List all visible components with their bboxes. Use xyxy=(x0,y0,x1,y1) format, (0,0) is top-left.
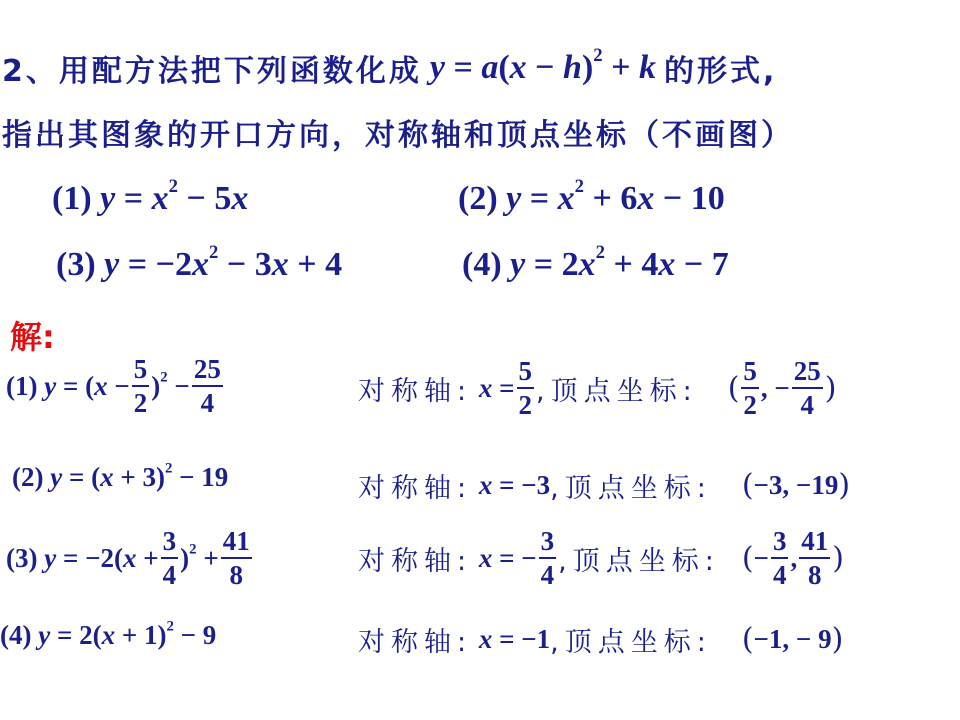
solution-4-formula: (4) $y = 2(x + 1)^2 - 9$ xyxy=(0,618,217,650)
solution-3-axis-vertex: 对称轴: x = − $\frac{3}{4}$ ,顶点坐标: ( − $\frac{3}{4}$ , $\frac{41}{8}$ ) xyxy=(358,526,844,590)
solution-1-axis-vertex: 对称轴: x = $\frac{5}{2}$ ,顶点坐标: ( $\frac{5}{2}$ , − $\frac{25}{4}$ ) xyxy=(358,356,837,420)
solution-label: 解: xyxy=(10,318,55,356)
problem-instructions: 指出其图象的开口方向，对称轴和顶点坐标（不画图） xyxy=(2,118,794,153)
exercise-4: (4) $y = 2x^2 + 4x - 7$ xyxy=(462,242,729,283)
problem-line-2 xyxy=(2,110,794,154)
solution-3-formula: (3) y = −2(x + $\frac{3}{4}$ )$^2$ + $\frac{41}{8}$ xyxy=(6,526,250,590)
solution-2-axis-vertex: 对称轴: x = −3 ,顶点坐标: ( −3, −19 ) xyxy=(358,468,851,504)
solution-2-formula: (2) $y = (x + 3)^2 - 19$ xyxy=(12,460,229,492)
problem-line-1 xyxy=(2,46,777,90)
problem-prefix: 2、用配方法把下列函数化成 xyxy=(2,54,422,89)
exercise-3: (3) $y = -2x^2 - 3x + 4$ xyxy=(56,242,343,283)
solution-4-axis-vertex: 对称轴: x = −1 ,顶点坐标: ( −1, − 9 ) xyxy=(358,622,844,658)
problem-suffix: 的形式, xyxy=(664,54,778,89)
solution-1-formula: (1) y = (x − $\frac{5}{2}$ )$^2$ − $\frac{25}{4}$ xyxy=(6,354,221,418)
exercise-2: (2) $y = x^2 + 6x - 10$ xyxy=(458,176,725,217)
exercise-1: (1) $y = x^2 - 5x$ xyxy=(52,176,249,217)
vertex-form-formula: $y = a(x - h)^2 + k$ xyxy=(429,45,657,86)
